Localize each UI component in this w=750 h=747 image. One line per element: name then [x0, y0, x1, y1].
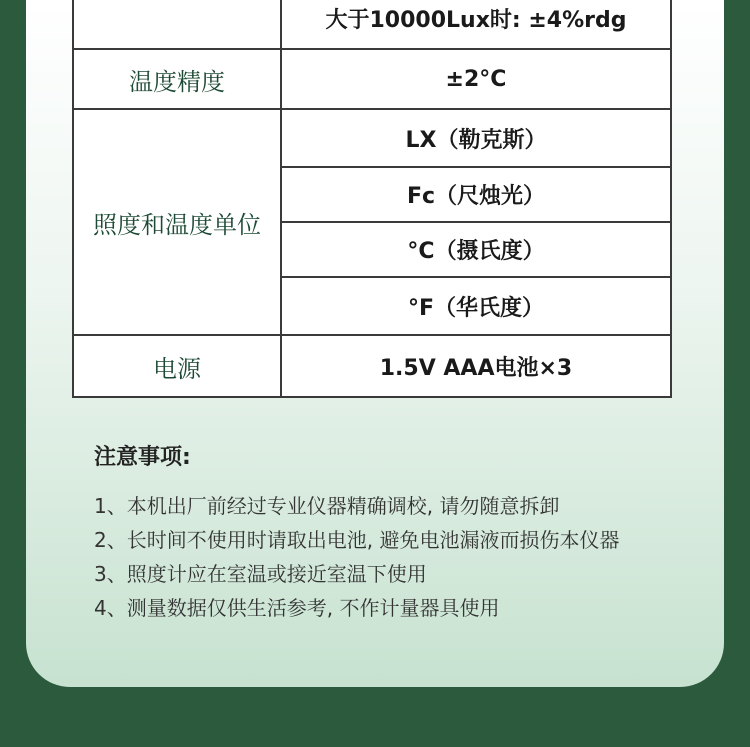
list-item: 1、本机出厂前经过专业仪器精确调校, 请勿随意拆卸	[94, 494, 560, 518]
list-item: 3、照度计应在室温或接近室温下使用	[94, 562, 427, 586]
table-row	[73, 0, 671, 49]
row-label: 电源	[73, 335, 281, 397]
table-row	[73, 109, 671, 167]
row-value: ±2°C	[281, 49, 671, 109]
table-row	[73, 49, 671, 109]
list-item: 2、长时间不使用时请取出电池, 避免电池漏液而损伤本仪器	[94, 528, 620, 552]
row-value: °C（摄氏度）	[281, 222, 671, 277]
list-item: 4、测量数据仅供生活参考, 不作计量器具使用	[94, 596, 500, 620]
row-value: LX（勒克斯）	[281, 109, 671, 167]
notes-list	[94, 489, 714, 625]
row-label: 温度精度	[73, 49, 281, 109]
row-value: Fc（尺烛光）	[281, 167, 671, 222]
row-value: 1.5V AAA电池×3	[281, 335, 671, 397]
row-label: 照度和温度单位	[73, 109, 281, 335]
row-label	[73, 0, 281, 49]
row-value: 大于10000Lux时: ±4%rdg	[281, 0, 671, 49]
notes-section	[94, 440, 714, 625]
notes-title: 注意事项:	[94, 445, 191, 470]
row-value: °F（华氏度）	[281, 277, 671, 335]
table-row	[73, 335, 671, 397]
spec-table	[72, 0, 672, 398]
